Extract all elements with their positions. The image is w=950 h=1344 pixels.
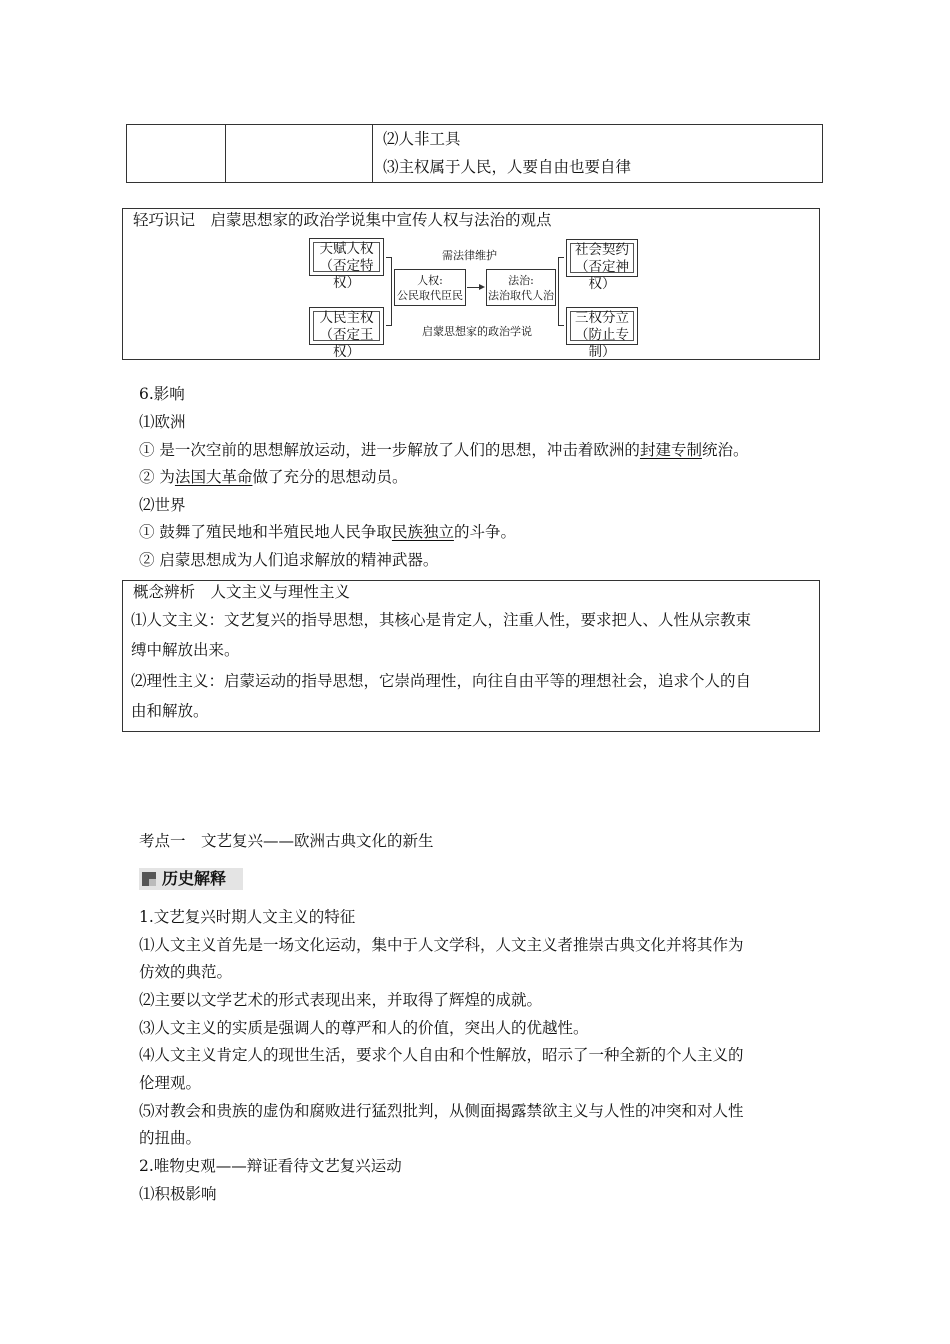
- section-line: 1.文艺复兴时期人文主义的特征: [139, 908, 356, 926]
- concept-p1-line1: ⑴人文主义：文艺复兴的指导思想，其核心是肯定人，注重人性，要求把人、人性从宗教束: [131, 611, 752, 629]
- table-line: ⑵人非工具: [383, 130, 461, 148]
- diagram-text: （否定特权）: [319, 258, 374, 291]
- section-tag-label: 历史解释: [162, 869, 227, 888]
- table-line: ⑶主权属于人民，人要自由也要自律: [383, 158, 632, 176]
- text: 的斗争。: [453, 523, 516, 541]
- influence-europe: ⑴欧洲: [139, 413, 186, 431]
- section-line: 仿效的典范。: [139, 963, 233, 981]
- diagram-text: （否定神权）: [575, 259, 629, 292]
- diagram-text: 人权:: [417, 274, 443, 287]
- text: 做了充分的思想动员。: [252, 468, 408, 486]
- underlined-term: 民族独立: [391, 523, 454, 541]
- diagram-top-label: 需法律维护: [442, 249, 497, 262]
- diagram-text: （防止专制）: [575, 327, 629, 360]
- right-brace: [558, 257, 564, 326]
- section-line: ⑷人文主义肯定人的现世生活，要求个人自由和个性解放，昭示了一种全新的个人主义的: [139, 1046, 744, 1064]
- influence-europe-1: [139, 440, 748, 460]
- table-cell-content: [373, 125, 823, 183]
- diagram-box-rule-of-law: [486, 269, 556, 306]
- concept-p2-line2: 由和解放。: [131, 702, 209, 720]
- text: ② 为: [139, 468, 175, 486]
- square-accent-icon: [149, 879, 156, 886]
- influence-europe-2: [139, 467, 407, 487]
- diagram-box-social-contract: [566, 239, 638, 292]
- diagram-text: 法治取代人治: [488, 289, 554, 302]
- section-line: ⑵主要以文学艺术的形式表现出来，并取得了辉煌的成就。: [139, 991, 543, 1009]
- text: ① 是一次空前的思想解放运动，进一步解放了人们的思想，冲击着欧洲的: [139, 441, 640, 459]
- diagram-text: 社会契约: [575, 242, 629, 258]
- section-line: ⑶人文主义的实质是强调人的尊严和人的价值，突出人的优越性。: [139, 1019, 589, 1037]
- influence-heading: 6.影响: [139, 385, 185, 403]
- text: ① 鼓舞了殖民地和半殖民地人民争取: [139, 523, 392, 541]
- diagram-text: （否定王权）: [319, 327, 374, 360]
- diagram-text: 人民主权: [319, 310, 374, 326]
- diagram-text: 天赋人权: [319, 241, 374, 257]
- influence-world: ⑵世界: [139, 496, 186, 514]
- diagram-box-separation-of-powers: [566, 307, 638, 360]
- concept-p2-line1: ⑵理性主义：启蒙运动的指导思想，它崇尚理性，向往自由平等的理想社会，追求个人的自: [131, 672, 752, 690]
- influence-world-1: [139, 522, 516, 542]
- diagram-text: 三权分立: [575, 310, 629, 326]
- diagram-bottom-label: 启蒙思想家的政治学说: [422, 325, 532, 338]
- arrow-head-icon: [479, 284, 485, 290]
- section-line: 伦理观。: [139, 1074, 202, 1092]
- text: 统治。: [701, 441, 749, 459]
- section-line: ⑸对教会和贵族的虚伪和腐败进行猛烈批判，从侧面揭露禁欲主义与人性的冲突和对人性: [139, 1102, 744, 1120]
- table-cell-empty-1: [127, 125, 226, 183]
- top-table: [126, 124, 823, 183]
- section-line: ⑴积极影响: [139, 1185, 217, 1203]
- section-tag: [139, 868, 243, 890]
- concept-box-title: 概念辨析 人文主义与理性主义: [133, 583, 351, 601]
- memory-box-title: 轻巧识记 启蒙思想家的政治学说集中宣传人权与法治的观点: [133, 211, 552, 229]
- section-line: 的扭曲。: [139, 1129, 202, 1147]
- section-line: 2.唯物史观——辩证看待文艺复兴运动: [139, 1157, 402, 1175]
- diagram-box-popular-sovereignty: [309, 307, 384, 360]
- section-line: ⑴人文主义首先是一场文化运动，集中于人文学科，人文主义者推崇古典文化并将其作为: [139, 936, 744, 954]
- section-title: 考点一 文艺复兴——欧洲古典文化的新生: [139, 832, 434, 850]
- diagram-box-human-rights: [394, 269, 466, 306]
- concept-p1-line2: 缚中解放出来。: [131, 641, 240, 659]
- left-brace: [386, 257, 392, 326]
- underlined-term: 法国大革命: [174, 468, 253, 486]
- table-cell-empty-2: [226, 125, 373, 183]
- diagram-text: 公民取代臣民: [397, 289, 463, 302]
- diagram-box-natural-rights: [309, 238, 384, 291]
- diagram-text: 法治:: [508, 274, 534, 287]
- influence-world-2: ② 启蒙思想成为人们追求解放的精神武器。: [139, 551, 439, 569]
- underlined-term: 封建专制: [639, 441, 702, 459]
